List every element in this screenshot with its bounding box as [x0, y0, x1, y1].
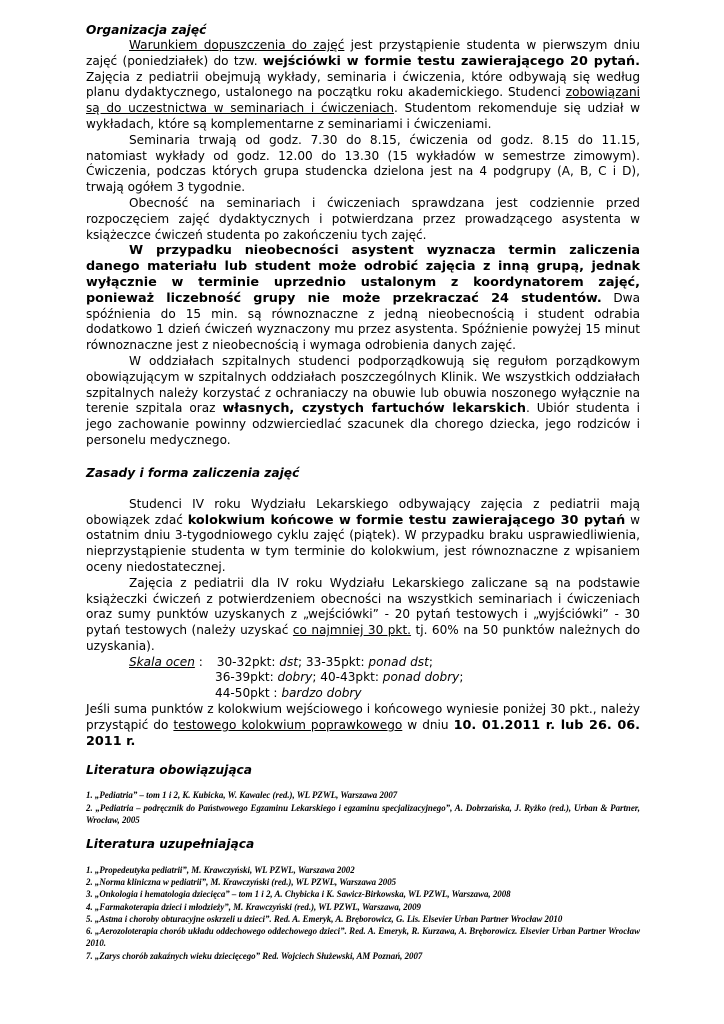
text-bold: kolokwium końcowe w formie testu zawierającego 30 pytań — [187, 512, 626, 528]
text: Dwa spóźnienia do 15 min. są równoznaczne z jedną nieobecnością i student odrabia dodatkowo 1 dzień ćwiczeń wyznaczony mu przez asystenta. Spóźnienie powyżej 15 minut równoznaczne jest z nieobecnością i wymaga odrobienia danych zajęć. — [86, 290, 640, 353]
text: ; 40-43pkt: — [312, 670, 383, 685]
literature-list-supplementary — [86, 864, 640, 962]
grading-scale-label: Skala ocen — [129, 654, 195, 669]
document-page — [86, 22, 640, 962]
list-item: 7. „Zarys chorób zakaźnych wieku dziecięcego” Red. Wojciech Służewski, AM Poznań, 2007 — [86, 950, 423, 961]
section-heading-literatura-uzupelniajaca: Literatura uzupełniająca — [86, 837, 255, 852]
grade: ponad dobry — [382, 670, 460, 685]
text-bold: własnych, czystych fartuchów lekarskich — [222, 401, 526, 417]
text: 36-39pkt: — [215, 670, 278, 685]
list-item: 6. „Aerozoloterapia chorób układu oddechowego oddechowego dzieci”. Red. A. Emeryk, R. Kurzawa, A. Bręborowicz. Elsevier Urban Partner Wrocław 2010. — [86, 926, 640, 949]
grading-scale-row — [86, 655, 640, 671]
list-item: 1. „Pediatria” – tom 1 i 2, K. Kubicka, W. Kawalec (red.), WL PZWL, Warszawa 2007 — [86, 790, 398, 801]
section-heading-zasady: Zasady i forma zaliczenia zajęć — [86, 465, 300, 480]
paragraph-oddzialy — [86, 354, 640, 449]
paragraph-godziny: Seminaria trwają od godz. 7.30 do 8.15, ćwiczenia od godz. 8.15 do 11.15, natomiast wykłady od godz. 12.00 do 13.30 (15 wykładów w semestrze zimowym). Ćwiczenia, podczas których grupa studencka dzielona jest na 4 podgrupy (A, B, C i D), trwają ogółem 3 tygodnie. — [86, 132, 640, 195]
text: ; — [428, 654, 433, 669]
text-underlined: testowego kolokwium poprawkowego — [173, 717, 403, 732]
paragraph-kolokwium — [86, 497, 640, 576]
text: Studenci IV roku Wydziału Lekarskiego odbywający zajęcia z pediatrii mają obowiązek zdać — [86, 496, 640, 527]
text: ; — [459, 670, 464, 685]
list-item: 4. „Farmakoterapia dzieci i młodzieży”, M. Krawczyński (red.), WL PZWL, Warszawa, 2009 — [86, 901, 421, 912]
paragraph-warunki — [86, 38, 640, 133]
section-heading-organizacja: Organizacja zajęć — [86, 23, 207, 37]
text: ; 33-35pkt: — [298, 654, 369, 669]
list-item: 2. „Norma kliniczna w pediatrii”, M. Krawczyński (red.), WL PZWL, Warszawa 2005 — [86, 877, 397, 888]
text-bold-dates: 10. 01.2011 r. lub 26. 06. 2011 r. — [86, 717, 641, 749]
grading-scale — [86, 655, 640, 702]
section-heading-literatura-obowiazujaca: Literatura obowiązująca — [86, 763, 253, 778]
text: : — [194, 654, 203, 669]
grading-scale-row — [86, 670, 640, 686]
text-underlined: Warunkiem dopuszczenia do zajęć — [129, 38, 345, 52]
grading-scale-row — [86, 686, 640, 702]
text-underlined: zobowiązani są do uczestnictwa w seminariach i ćwiczeniach — [86, 85, 640, 116]
grade: dobry — [277, 670, 313, 685]
text-underlined: co najmniej 30 pkt. — [292, 623, 412, 638]
text: Zajęcia z pediatrii dla IV roku Wydziału Lekarskiego zaliczane są na podstawie książeczki ćwiczeń z potwierdzeniem obecności na wszystkich seminariach i ćwiczeniach oraz sumy punktów uzyskanych z „wejściówki” - 20 pytań testowych i „wyjściówki” - 30 pytań testowych (należy uzyskać — [86, 575, 640, 638]
text: Jeśli suma punktów z kolokwium wejściowego i końcowego wyniesie poniżej 30 pkt., należy przystąpić do — [86, 702, 640, 732]
grade: dst — [279, 654, 299, 669]
paragraph-obecnosc: Obecność na seminariach i ćwiczeniach sprawdzana jest codziennie przed rozpoczęciem zajęć dydaktycznych i potwierdzana przez prowadzącego asystenta w książeczce ćwiczeń studenta po zakończeniu tych zajęć. — [86, 195, 640, 242]
grade: ponad dst — [368, 654, 429, 669]
text: Zajęcia z pediatrii obejmują wykłady, seminaria i ćwiczenia, które odbywają się według planu dydaktycznego, ustalonego na początku roku akademickiego. Studenci — [86, 69, 640, 100]
text: tj. 60% na 50 punktów należnych do uzyskania). — [86, 623, 641, 653]
text: . Studentom rekomenduje się udział w wykładach, które są komplementarne z seminariami i ćwiczeniami. — [86, 101, 640, 131]
text: w ostatnim dniu 3-tygodniowego cyklu zajęć (piątek). W przypadku braku usprawiedliwienia, nieprzystąpienie studenta w tym terminie do kolokwium, jest równoznaczne z wpisaniem oceny niedostatecznej. — [86, 512, 641, 574]
list-item: 5. „Astma i choroby obturacyjne oskrzeli u dzieci”. Red. A. Emeryk, A. Bręborowicz, G. Lis. Elsevier Urban Partner Wrocław 2010 — [86, 913, 563, 924]
text-bold: W przypadku nieobecności asystent wyznacza termin zaliczenia danego materiału lub student może odrobić zajęcia z inną grupą, jednak wyłącznie w terminie uprzednio ustalonym z koordynatorem zajęć, ponieważ liczebność grupy nie może przekraczać 24 studentów. — [86, 243, 640, 306]
paragraph-zaliczenie — [86, 576, 640, 655]
list-item: 3. „Onkologia i hematologia dziecięca” – tom 1 i 2, A. Chybicka i K. Sawicz-Birkowska, WL PZWL, Warszawa, 2008 — [86, 889, 511, 900]
text-bold: wejściówki w formie testu zawierającego 20 pytań. — [262, 53, 640, 69]
grade: bardzo dobry — [281, 686, 362, 701]
paragraph-nieobecnosc — [86, 243, 640, 354]
text: 30-32pkt: — [216, 654, 280, 669]
list-item: 1. „Propedeutyka pediatrii”, M. Krawczyński, WL PZWL, Warszawa 2002 — [86, 865, 355, 876]
text: . Ubiór studenta i jego zachowanie powinny odzwierciedlać szacunek dla chorego dziecka, jego rodziców i personelu medycznego. — [86, 401, 640, 447]
text: 44-50pkt : — [215, 686, 282, 701]
paragraph-poprawka — [86, 702, 640, 749]
list-item: 2. „Pediatria – podręcznik do Państwowego Egzaminu Lekarskiego i egzaminu specjalizacyjnego”, A. Dobrzańska, J. Ryżko (red.), Urban & Partner, Wrocław, 2005 — [86, 802, 640, 825]
text: jest przystąpienie studenta w pierwszym dniu zajęć (poniedziałek) do tzw. — [86, 38, 640, 68]
text: W oddziałach szpitalnych studenci podporządkowują się regułom porządkowym obowiązującym w szpitalnych oddziałach poszczególnych Klinik. We wszystkich oddziałach szpitalnych należy korzystać z ochraniaczy na obuwie lub obuwia noszonego wyłącznie na terenie szpitala oraz — [86, 353, 640, 416]
text: w dniu — [402, 717, 454, 732]
literature-list-required — [86, 789, 640, 826]
